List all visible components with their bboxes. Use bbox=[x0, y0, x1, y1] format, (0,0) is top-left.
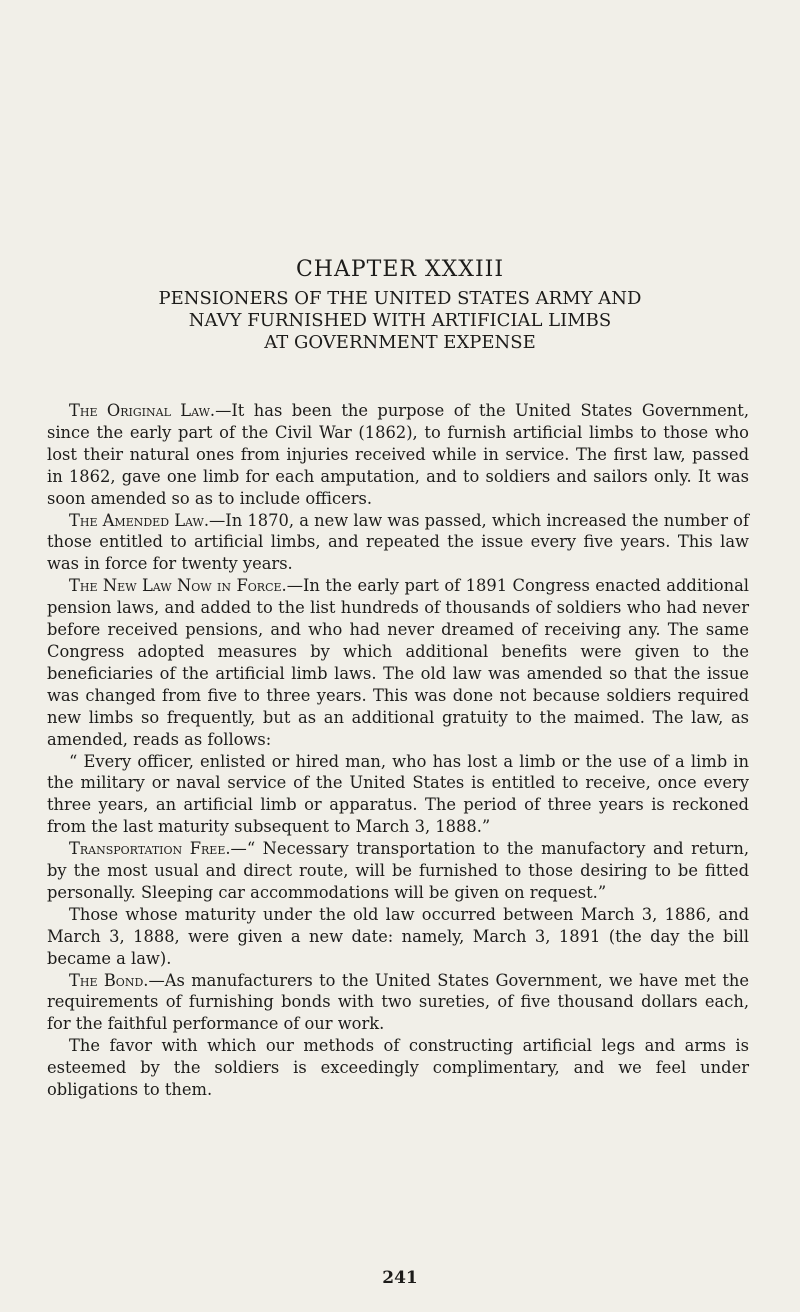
paragraph-amended-law bbox=[47, 510, 749, 576]
paragraph-original-law bbox=[47, 400, 749, 510]
run-in-heading: The Amended Law. bbox=[69, 510, 210, 530]
paragraph-text: “ Every officer, enlisted or hired man, who has lost a limb or the use of a limb in the military or naval service of the United States is entitled to receive, once every three years, an artificial limb or apparatus. The period of three years is reckoned from the last maturity subsequent to March 3, 1888.” bbox=[47, 751, 749, 837]
paragraph-text: —In the early part of 1891 Congress enacted additional pension laws, and added to the list hundreds of thousands of soldiers who had never before received pensions, and who had never dreamed of receiving any. The same Congress adopted measures by which additional benefits were given to the beneficiaries of the artificial limb laws. The old law was amended so that the issue was changed from five to three years. This was done not because soldiers required new limbs so frequently, but as an additional gratuity to the maimed. The law, as amended, reads as follows: bbox=[47, 576, 749, 749]
title-line: PENSIONERS OF THE UNITED STATES ARMY AND bbox=[158, 288, 642, 309]
paragraph-text: The favor with which our methods of constructing artificial legs and arms is esteemed by the soldiers is exceedingly complimentary, and we feel under obligations to them. bbox=[47, 1036, 749, 1100]
body-text bbox=[47, 400, 749, 1101]
page-number: 241 bbox=[382, 1268, 418, 1288]
paragraph-bond bbox=[47, 970, 749, 1036]
run-in-heading: The New Law Now in Force. bbox=[69, 576, 287, 596]
run-in-heading: The Original Law. bbox=[69, 401, 216, 420]
title-line: NAVY FURNISHED WITH ARTIFICIAL LIMBS bbox=[188, 310, 612, 331]
paragraph-text: Those whose maturity under the old law occurred between March 3, 1886, and March 3, 1888, were given a new date: namely, March 3, 1891 (the day the bill became a law). bbox=[47, 904, 749, 968]
title-line: AT GOVERNMENT EXPENSE bbox=[264, 332, 536, 353]
paragraph-text: —As manufacturers to the United States Government, we have met the requirements of furnishing bonds with two sureties, of five thousand dollars each, for the faithful performance of our work. bbox=[47, 970, 749, 1034]
paragraph-transportation bbox=[47, 838, 749, 904]
paragraph-text: —It has been the purpose of the United States Government, since the early part of the Civil War (1862), to furnish artificial limbs to those who lost their natural ones from injuries received while in service. The first law, passed in 1862, gave one limb for each amputation, and to soldiers and sailors only. It was soon amended so as to include officers. bbox=[47, 401, 750, 508]
paragraph-text: —In 1870, a new law was passed, which increased the number of those entitled to artificial limbs, and repeated the issue every five years. This law was in force for twenty years. bbox=[47, 510, 749, 574]
run-in-heading: The Bond. bbox=[69, 970, 149, 990]
paragraph-new-law bbox=[47, 575, 749, 750]
run-in-heading: Transportation Free. bbox=[69, 839, 231, 859]
paragraph-text: —“ Necessary transportation to the manufactory and return, by the most usual and direct route, will be furnished to those desiring to be fitted personally. Sleeping car accommodations will be given on request.” bbox=[47, 839, 749, 902]
paragraph-closing bbox=[47, 1035, 749, 1101]
paragraph-quoted-law bbox=[47, 751, 749, 839]
paragraph-maturity bbox=[47, 904, 749, 970]
chapter-heading: CHAPTER XXXIII bbox=[295, 257, 505, 282]
chapter-title bbox=[40, 288, 760, 354]
